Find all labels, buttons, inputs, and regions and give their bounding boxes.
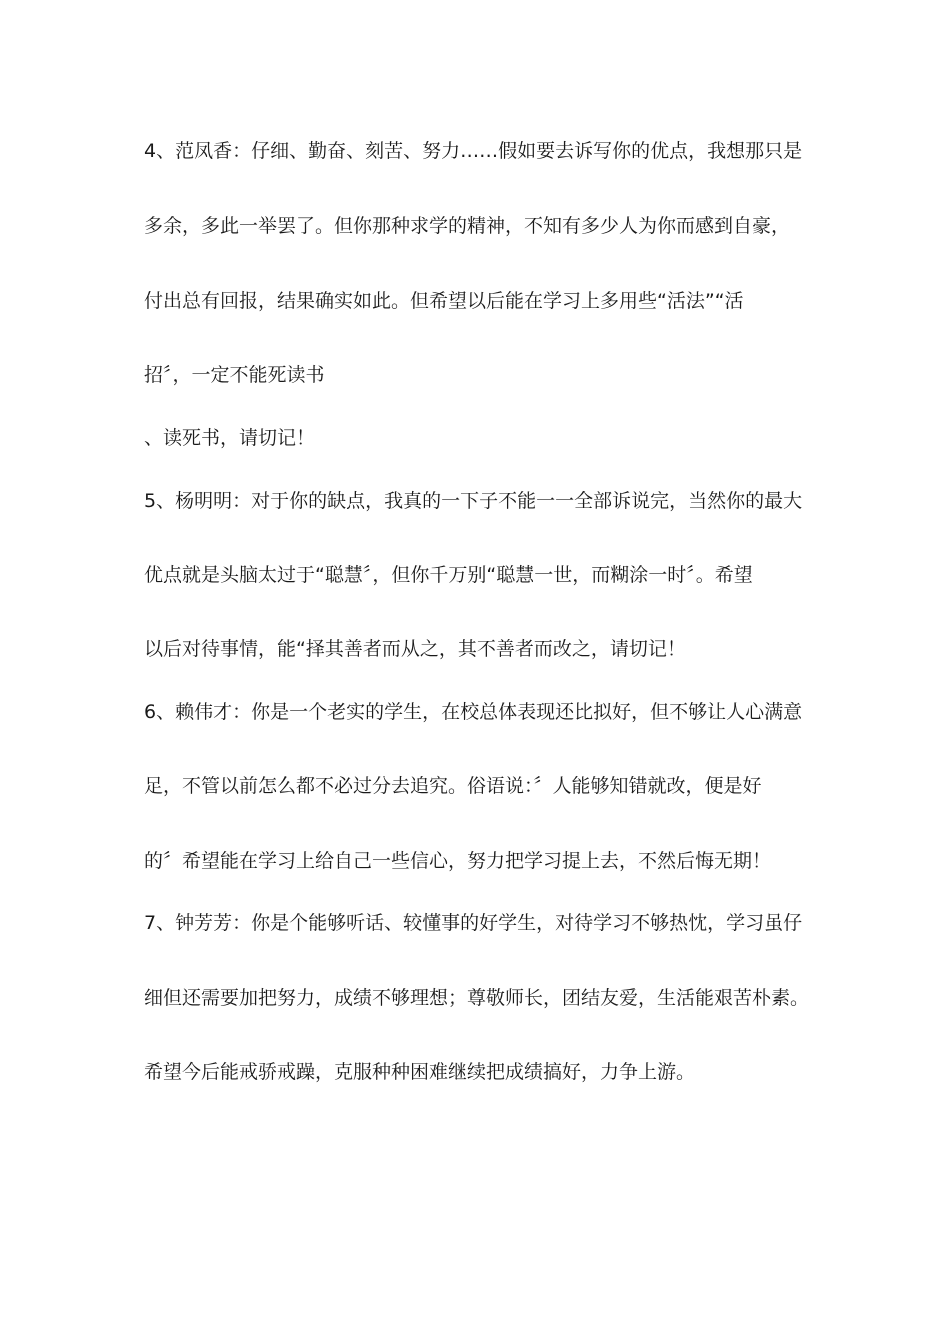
text-line: 6、赖伟才：你是一个老实的学生，在校总体表现还比拟好，但不够让人心满意 [144, 701, 803, 723]
text-line: 希望今后能戒骄戒躁，克服种种困难继续把成绩搞好，力争上游。 [144, 1061, 696, 1083]
text-line: 5、杨明明：对于你的缺点，我真的一下子不能一一全部诉说完，当然你的最大 [144, 490, 803, 512]
text-line: 付出总有回报，结果确实如此。但希望以后能在学习上多用些“活法”“活 [144, 290, 744, 312]
text-line: 优点就是头脑太过于“聪慧〞，但你千万别“聪慧一世，而糊涂一时〞。希望 [144, 564, 753, 586]
text-line: 、读死书，请切记！ [144, 427, 316, 449]
text-line: 4、范凤香：仔细、勤奋、刻苦、努力……假如要去诉写你的优点，我想那只是 [144, 140, 803, 162]
text-line: 细但还需要加把努力，成绩不够理想；尊敬师长，团结友爱，生活能艰苦朴素。 [144, 987, 810, 1009]
text-line: 以后对待事情，能“择其善者而从之，其不善者而改之，请切记！ [144, 638, 686, 660]
text-line: 7、钟芳芳：你是个能够听话、较懂事的好学生，对待学习不够热忱，学习虽仔 [144, 912, 803, 934]
text-line: 足，不管以前怎么都不必过分去追究。俗语说：〞人能够知错就改，便是好 [144, 775, 762, 797]
text-line: 招〞，一定不能死读书 [144, 364, 325, 386]
text-line: 多余，多此一举罢了。但你那种求学的精神，不知有多少人为你而感到自豪， [144, 215, 791, 237]
text-line: 的〞希望能在学习上给自己一些信心，努力把学习提上去，不然后悔无期！ [144, 850, 772, 872]
